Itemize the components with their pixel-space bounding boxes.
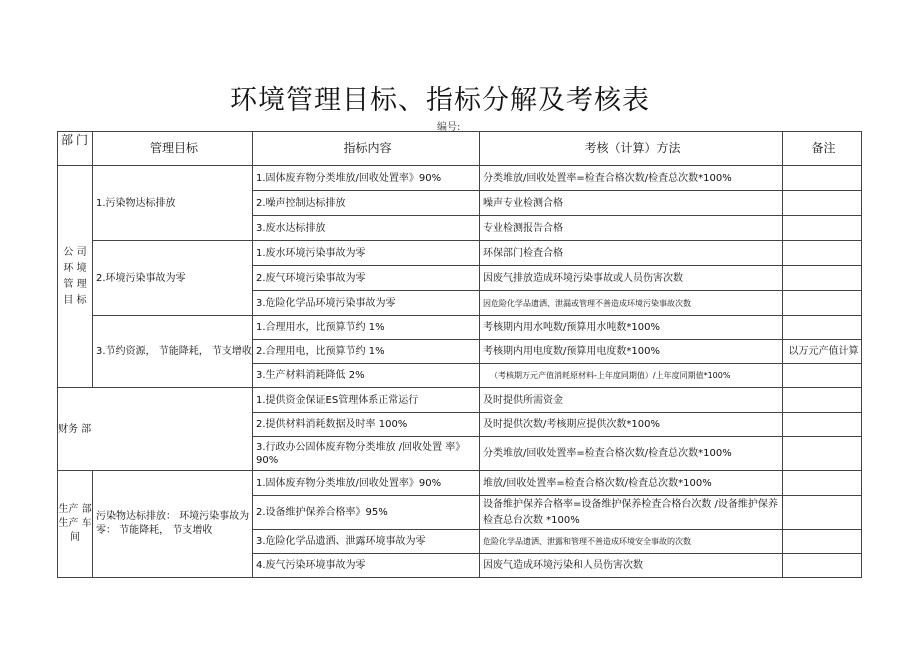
indicator-cell: 3.废水达标排放	[253, 216, 480, 241]
goal-cell: 1.污染物达标排放	[93, 166, 253, 241]
method-cell: 分类堆放/回收处置率=检査合格次数/检査总次数*100%	[480, 437, 783, 471]
method-cell: 及时提供次数/考核期应提供次数*100%	[480, 413, 783, 437]
header-row	[58, 132, 862, 166]
page-title: 环境管理目标、指标分解及考核表	[230, 85, 650, 116]
remark-cell	[783, 241, 862, 266]
remark-cell	[783, 413, 862, 437]
indicator-cell: 1.固体废弃物分类堆放/回收处置率》90%	[253, 471, 480, 496]
indicator-cell: 2.提供材料消耗数据及时率 100%	[253, 413, 480, 437]
method-cell: 考核期内用电度数/预算用电度数*100%	[480, 340, 783, 364]
indicator-cell: 1.废水环境污染事故为零	[253, 241, 480, 266]
method-cell: 设备维护保养合格率=设备维护保养检査合格台次数 /设备维护保养检査总台次数 *100%	[480, 496, 783, 530]
method-cell: 因危险化学品遗洒、泄漏或管理不善造成环境污染事故次数	[480, 291, 783, 316]
indicator-cell: 2.废气环境污染事故为零	[253, 266, 480, 291]
doc-number-label: 编号:	[437, 122, 461, 133]
table-row	[58, 241, 862, 266]
header-remark: 备注	[783, 132, 862, 166]
table-row	[58, 316, 862, 340]
indicator-cell: 2.设备维护保养合格率》95%	[253, 496, 480, 530]
remark-cell	[783, 496, 862, 530]
remark-cell	[783, 471, 862, 496]
indicator-cell: 4.废气污染环境事故为零	[253, 554, 480, 578]
method-cell: 环保部门检査合格	[480, 241, 783, 266]
table-row	[58, 471, 862, 496]
remark-cell	[783, 437, 862, 471]
remark-cell: 以万元产值计算	[783, 340, 862, 364]
goal-cell: 3.节约资源， 节能降耗， 节支增收	[93, 316, 253, 388]
table-row	[58, 388, 862, 413]
indicator-cell: 1.固体废弃物分类堆放/回收处置率》90%	[253, 166, 480, 191]
header-dept: 部门	[58, 132, 93, 166]
method-cell: 分类堆放/回收处置率=检査合格次数/检査总次数*100%	[480, 166, 783, 191]
indicator-cell: 3.危险化学品环境污染事故为零	[253, 291, 480, 316]
indicator-cell: 3.行政办公固体废弃物分类堆放 /回收处置 率》90%	[253, 437, 480, 471]
method-cell: （考核期万元产值消耗原材料-上年度同期值）/上年度同期值*100%	[480, 364, 783, 388]
method-cell: 专业检测报告合格	[480, 216, 783, 241]
dept-production: 生产 部 生产 车 间	[58, 471, 93, 578]
dept-finance: 财务 部	[58, 388, 253, 471]
indicator-cell: 1.提供资金保证ES管理体系正常运行	[253, 388, 480, 413]
indicator-cell: 1.合理用水，比预算节约 1%	[253, 316, 480, 340]
remark-cell	[783, 316, 862, 340]
method-cell: 及时提供所需资金	[480, 388, 783, 413]
remark-cell	[783, 530, 862, 554]
remark-cell	[783, 266, 862, 291]
method-cell: 因废气排放造成环境污染事故或人员伤害次数	[480, 266, 783, 291]
remark-cell	[783, 166, 862, 191]
method-cell: 考核期内用水吨数/预算用水吨数*100%	[480, 316, 783, 340]
header-indicator: 指标内容	[253, 132, 480, 166]
indicator-cell: 3.危险化学品遗洒、泄露环境事故为零	[253, 530, 480, 554]
header-goal: 管理目标	[93, 132, 253, 166]
remark-cell	[783, 364, 862, 388]
remark-cell	[783, 388, 862, 413]
indicator-cell: 2.噪声控制达标排放	[253, 191, 480, 216]
method-cell: 因废气造成环境污染和人员伤害次数	[480, 554, 783, 578]
dept-company: 公 司 环 境 管 理 目 标	[58, 166, 93, 388]
header-method: 考核（计算）方法	[480, 132, 783, 166]
method-cell: 堆放/回收处置率=检査合格次数/检査总次数*100%	[480, 471, 783, 496]
indicator-cell: 2.合理用电，比预算节约 1%	[253, 340, 480, 364]
table-row	[58, 166, 862, 191]
method-cell: 噪声专业检测合格	[480, 191, 783, 216]
indicator-cell: 3.生产材料消耗降低 2%	[253, 364, 480, 388]
assessment-table	[57, 131, 862, 578]
goal-cell: 2.环境污染事故为零	[93, 241, 253, 316]
remark-cell	[783, 554, 862, 578]
remark-cell	[783, 191, 862, 216]
method-cell: 危险化学品遗洒、泄露和管理不善造成环境安全事故的次数	[480, 530, 783, 554]
remark-cell	[783, 291, 862, 316]
goal-cell: 污染物达标排放： 环境污染事故为零： 节能降耗， 节支增收	[93, 471, 253, 578]
remark-cell	[783, 216, 862, 241]
